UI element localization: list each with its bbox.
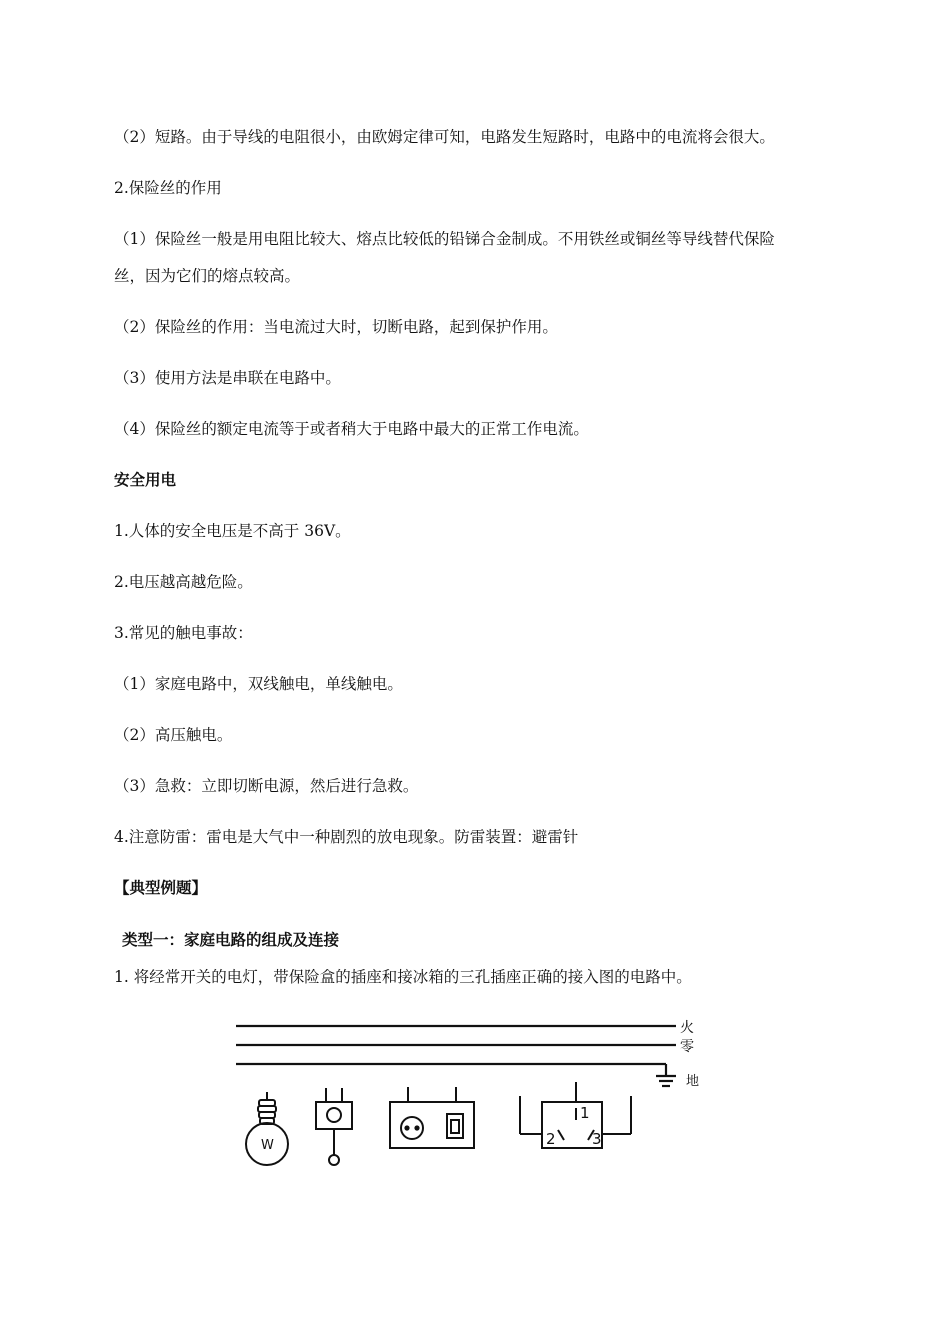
fuse-point-2: （2）保险丝的作用：当电流过大时，切断电路，起到保护作用。 <box>114 318 558 336</box>
safety-point-4: 4.注意防雷：雷电是大气中一种剧烈的放电现象。防雷装置：避雷针 <box>114 828 579 846</box>
live-wire-label: 火 <box>680 1020 694 1036</box>
fused-socket-icon <box>390 1087 474 1148</box>
safety-point-3-2: （2）高压触电。 <box>114 726 233 744</box>
safety-heading: 安全用电 <box>114 470 177 489</box>
fuse-point-1b: 丝，因为它们的熔点较高。 <box>114 267 301 285</box>
circuit-diagram <box>230 1010 720 1180</box>
safety-point-1: 1.人体的安全电压是不高于 36V。 <box>114 522 351 540</box>
paragraph-short-circuit: （2）短路。由于导线的电阻很小，由欧姆定律可知，电路发生短路时，电路中的电流将会很大。 <box>114 128 775 146</box>
type-one-heading: 类型一：家庭电路的组成及连接 <box>122 930 340 949</box>
bulb-mark: W <box>261 1138 274 1153</box>
safety-point-2: 2.电压越高越危险。 <box>114 573 253 591</box>
switch-icon <box>316 1088 352 1165</box>
fuse-point-4: （4）保险丝的额定电流等于或者稍大于电路中最大的正常工作电流。 <box>114 420 589 438</box>
safety-point-3-1: （1）家庭电路中，双线触电，单线触电。 <box>114 675 403 693</box>
heading-fuse-role: 2.保险丝的作用 <box>114 179 222 197</box>
terminal-2-label: 2 <box>546 1130 556 1148</box>
neutral-wire-label: 零 <box>680 1039 694 1055</box>
safety-point-3-3: （3）急救：立即切断电源，然后进行急救。 <box>114 777 419 795</box>
three-pin-socket-icon <box>520 1082 631 1148</box>
fuse-point-1a: （1）保险丝一般是用电阻比较大、熔点比较低的铅锑合金制成。不用铁丝或铜丝等导线替代保险 <box>114 230 775 248</box>
examples-heading: 【典型例题】 <box>114 878 208 897</box>
fuse-point-3: （3）使用方法是串联在电路中。 <box>114 369 341 387</box>
ground-symbol-icon <box>656 1064 676 1086</box>
ground-wire-label: 地 <box>686 1074 700 1089</box>
light-bulb-icon <box>246 1092 288 1165</box>
terminal-1-label: 1 <box>580 1104 590 1122</box>
terminal-3-label: 3 <box>592 1130 602 1148</box>
safety-point-3: 3.常见的触电事故： <box>114 624 253 642</box>
question-1: 1. 将经常开关的电灯，带保险盒的插座和接冰箱的三孔插座正确的接入图的电路中。 <box>114 968 692 986</box>
